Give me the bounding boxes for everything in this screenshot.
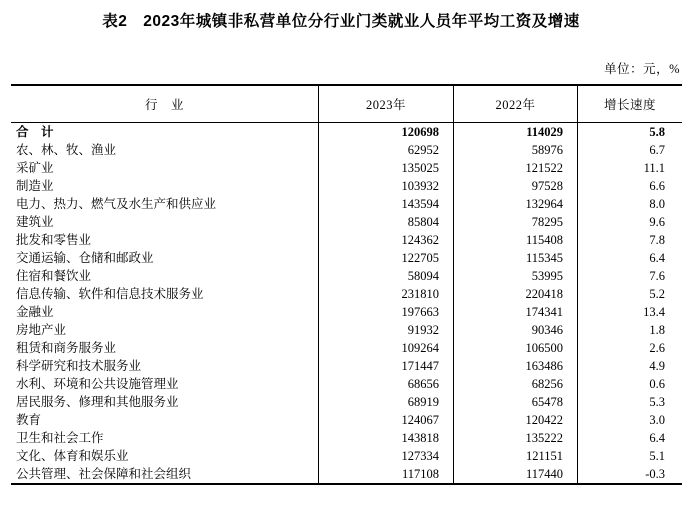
table-row bbox=[11, 285, 682, 303]
header-cell-industry: 行 业 bbox=[144, 98, 184, 112]
value-2023: 143594 bbox=[318, 195, 453, 213]
table-row bbox=[11, 375, 682, 393]
table-row bbox=[11, 357, 682, 375]
value-2023: 91932 bbox=[318, 321, 453, 339]
value-2022: 174341 bbox=[453, 303, 577, 321]
row-label: 住宿和餐饮业 bbox=[16, 269, 92, 283]
value-growth: 1.8 bbox=[577, 321, 682, 339]
value-2023: 135025 bbox=[318, 159, 453, 177]
value-2023: 127334 bbox=[318, 447, 453, 465]
value-growth: 5.8 bbox=[577, 123, 682, 141]
value-growth: 5.1 bbox=[577, 447, 682, 465]
value-growth: 6.4 bbox=[577, 429, 682, 447]
row-label: 交通运输、仓储和邮政业 bbox=[16, 251, 154, 265]
table-row bbox=[11, 321, 682, 339]
table-row bbox=[11, 411, 682, 429]
row-label: 采矿业 bbox=[16, 161, 54, 175]
value-2023: 122705 bbox=[318, 249, 453, 267]
row-label: 信息传输、软件和信息技术服务业 bbox=[16, 287, 204, 301]
row-label: 金融业 bbox=[16, 305, 54, 319]
value-growth: 8.0 bbox=[577, 195, 682, 213]
header-cell-growth: 增长速度 bbox=[577, 86, 682, 122]
value-growth: 13.4 bbox=[577, 303, 682, 321]
row-label: 建筑业 bbox=[16, 215, 54, 229]
row-label: 制造业 bbox=[16, 179, 54, 193]
value-2022: 117440 bbox=[453, 465, 577, 483]
value-growth: 6.6 bbox=[577, 177, 682, 195]
table-row bbox=[11, 249, 682, 267]
row-label: 居民服务、修理和其他服务业 bbox=[16, 395, 179, 409]
value-2022: 135222 bbox=[453, 429, 577, 447]
header-cell-2022: 2022年 bbox=[453, 86, 577, 122]
table-row bbox=[11, 339, 682, 357]
value-2023: 109264 bbox=[318, 339, 453, 357]
table-body bbox=[11, 123, 682, 483]
value-2022: 220418 bbox=[453, 285, 577, 303]
table-row bbox=[11, 213, 682, 231]
row-label: 电力、热力、燃气及水生产和供应业 bbox=[16, 197, 217, 211]
row-label: 科学研究和技术服务业 bbox=[16, 359, 142, 373]
value-2023: 120698 bbox=[318, 123, 453, 141]
value-growth: 9.6 bbox=[577, 213, 682, 231]
value-growth: 6.4 bbox=[577, 249, 682, 267]
value-growth: 2.6 bbox=[577, 339, 682, 357]
value-2023: 124067 bbox=[318, 411, 453, 429]
row-label: 合 计 bbox=[16, 125, 54, 139]
value-2023: 62952 bbox=[318, 141, 453, 159]
row-label: 文化、体育和娱乐业 bbox=[16, 449, 129, 463]
value-growth: 0.6 bbox=[577, 375, 682, 393]
row-label: 教育 bbox=[16, 413, 42, 427]
row-label: 卫生和社会工作 bbox=[16, 431, 104, 445]
row-label: 农、林、牧、渔业 bbox=[16, 143, 117, 157]
row-label: 批发和零售业 bbox=[16, 233, 92, 247]
value-2023: 103932 bbox=[318, 177, 453, 195]
table-row bbox=[11, 303, 682, 321]
row-label: 公共管理、社会保障和社会组织 bbox=[16, 467, 192, 481]
value-2022: 90346 bbox=[453, 321, 577, 339]
header-cell-2023: 2023年 bbox=[318, 86, 453, 122]
value-growth: 4.9 bbox=[577, 357, 682, 375]
value-2022: 114029 bbox=[453, 123, 577, 141]
value-2022: 53995 bbox=[453, 267, 577, 285]
value-2022: 97528 bbox=[453, 177, 577, 195]
row-label: 水利、环境和公共设施管理业 bbox=[16, 377, 179, 391]
value-2022: 121522 bbox=[453, 159, 577, 177]
row-label: 租赁和商务服务业 bbox=[16, 341, 117, 355]
value-growth: 6.7 bbox=[577, 141, 682, 159]
value-2022: 115408 bbox=[453, 231, 577, 249]
value-2023: 143818 bbox=[318, 429, 453, 447]
table-row bbox=[11, 195, 682, 213]
table-row bbox=[11, 231, 682, 249]
value-2022: 58976 bbox=[453, 141, 577, 159]
table-row bbox=[11, 267, 682, 285]
value-2023: 197663 bbox=[318, 303, 453, 321]
value-2022: 68256 bbox=[453, 375, 577, 393]
value-2023: 85804 bbox=[318, 213, 453, 231]
page-title: 表2 2023年城镇非私营单位分行业门类就业人员年平均工资及增速 bbox=[102, 13, 580, 30]
value-growth: 7.6 bbox=[577, 267, 682, 285]
table-row bbox=[11, 123, 682, 141]
wage-table bbox=[11, 84, 682, 485]
header-row bbox=[11, 86, 682, 123]
value-growth: -0.3 bbox=[577, 465, 682, 483]
table-row bbox=[11, 159, 682, 177]
table-row bbox=[11, 465, 682, 483]
value-2023: 68656 bbox=[318, 375, 453, 393]
value-2023: 231810 bbox=[318, 285, 453, 303]
value-2022: 65478 bbox=[453, 393, 577, 411]
table-row bbox=[11, 393, 682, 411]
table-row bbox=[11, 141, 682, 159]
value-2022: 163486 bbox=[453, 357, 577, 375]
value-growth: 11.1 bbox=[577, 159, 682, 177]
value-2023: 124362 bbox=[318, 231, 453, 249]
value-2022: 120422 bbox=[453, 411, 577, 429]
value-2022: 121151 bbox=[453, 447, 577, 465]
value-2023: 171447 bbox=[318, 357, 453, 375]
value-2023: 58094 bbox=[318, 267, 453, 285]
value-2023: 117108 bbox=[318, 465, 453, 483]
unit-note: 单位：元，% bbox=[604, 62, 680, 76]
value-growth: 5.3 bbox=[577, 393, 682, 411]
value-2022: 132964 bbox=[453, 195, 577, 213]
table-row bbox=[11, 177, 682, 195]
value-2022: 106500 bbox=[453, 339, 577, 357]
table-row bbox=[11, 447, 682, 465]
value-2023: 68919 bbox=[318, 393, 453, 411]
value-growth: 7.8 bbox=[577, 231, 682, 249]
value-growth: 5.2 bbox=[577, 285, 682, 303]
value-growth: 3.0 bbox=[577, 411, 682, 429]
table-row bbox=[11, 429, 682, 447]
value-2022: 115345 bbox=[453, 249, 577, 267]
value-2022: 78295 bbox=[453, 213, 577, 231]
row-label: 房地产业 bbox=[16, 323, 67, 337]
